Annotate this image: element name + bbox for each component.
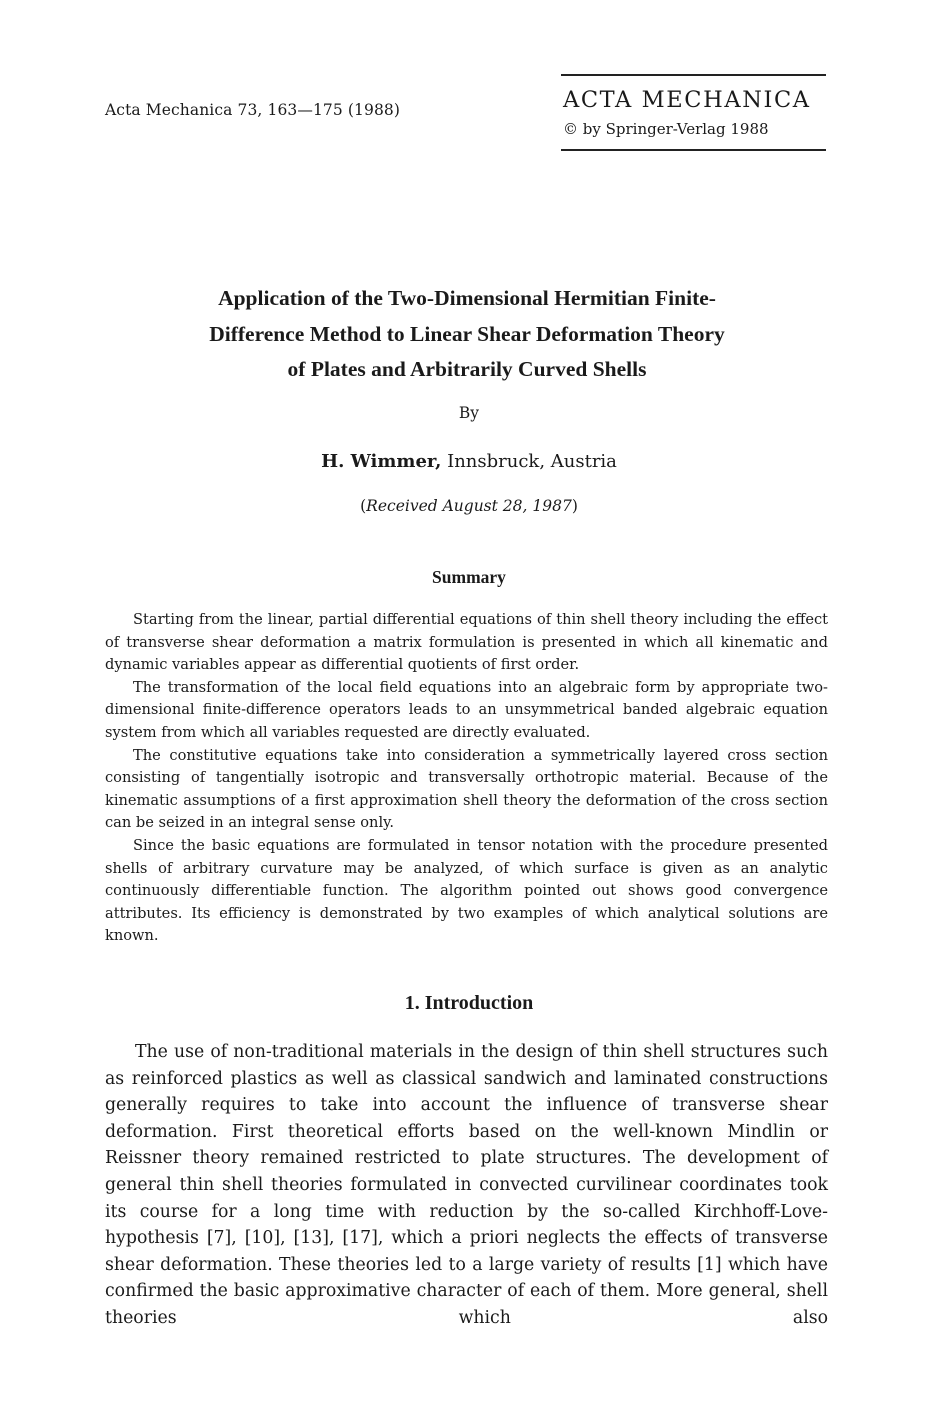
publisher-copyright: © by Springer-Verlag 1988 [563, 120, 769, 138]
received-text: Received August 28, 1987 [366, 497, 572, 515]
article-title [140, 281, 794, 388]
summary-heading: Summary [432, 567, 506, 587]
received-date [0, 497, 938, 515]
summary-paragraph: Since the basic equations are formulated in tensor notation with the procedure presented shells of arbitrary curvature may be analyzed, of which surface is given as an analytic continuously differentiable function. The algorithm pointed out shows good convergence attributes. Its efficiency is demonstrated by two examples of which analytical solutions are known. [105, 836, 828, 945]
summary-paragraph: The constitutive equations take into consideration a symmetrically layered cross section consisting of tangentially isotropic and transversally orthotropic material. Because of the kinematic assumptions of a first approximation shell theory the deformation of the cross section can be seized in an integral sense only. [105, 746, 828, 832]
received-open-paren: ( [360, 497, 367, 515]
introduction-paragraph: The use of non-traditional materials in the design of thin shell structures such as reinforced plastics as well as classical sandwich and laminated constructions generally requires to take into account the influence of transverse shear deformation. First theoretical efforts based on the well-known Mindlin or Reissner theory remained restricted to plate structures. The development of general thin shell theories formulated in convected curvilinear coordinates took its course for a long time with reduction by the so-called Kirchhoff-Love-hypothesis [7], [10], [13], [17], which a priori neglects the effects of transverse shear deformation. These theories led to a large variety of results [1] which have confirmed the basic approximative character of each of them. More general, shell theories which also [105, 1042, 828, 1328]
author-affiliation: Innsbruck, Austria [447, 451, 617, 472]
journal-name: ACTA MECHANICA [563, 87, 811, 113]
byline-by: By [458, 404, 480, 422]
received-close-paren: ) [571, 497, 578, 515]
summary-paragraph: Starting from the linear, partial differential equations of thin shell theory including the effect of transverse shear deformation a matrix formulation is presented in which all kinematic and dynamic variables appear as differential quotients of first order. [105, 611, 828, 674]
author-line [0, 451, 938, 472]
title-line: Application of the Two-Dimensional Hermitian Finite- [218, 286, 716, 310]
title-line: Difference Method to Linear Shear Deformation Theory [209, 321, 725, 346]
introduction-body [105, 1039, 828, 1332]
journal-masthead [561, 74, 826, 151]
summary-paragraph: The transformation of the local field equations into an algebraic form by appropriate two-dimensional finite-difference operators leads to an unsymmetrical banded algebraic equation system from which all variables requested are directly evaluated. [105, 678, 828, 741]
journal-citation: Acta Mechanica 73, 163—175 (1988) [105, 101, 401, 119]
title-line: of Plates and Arbitrarily Curved Shells [287, 357, 647, 381]
summary-body [105, 609, 828, 948]
section-heading-introduction: 1. Introduction [404, 992, 534, 1014]
author-name: H. Wimmer, [321, 451, 442, 472]
